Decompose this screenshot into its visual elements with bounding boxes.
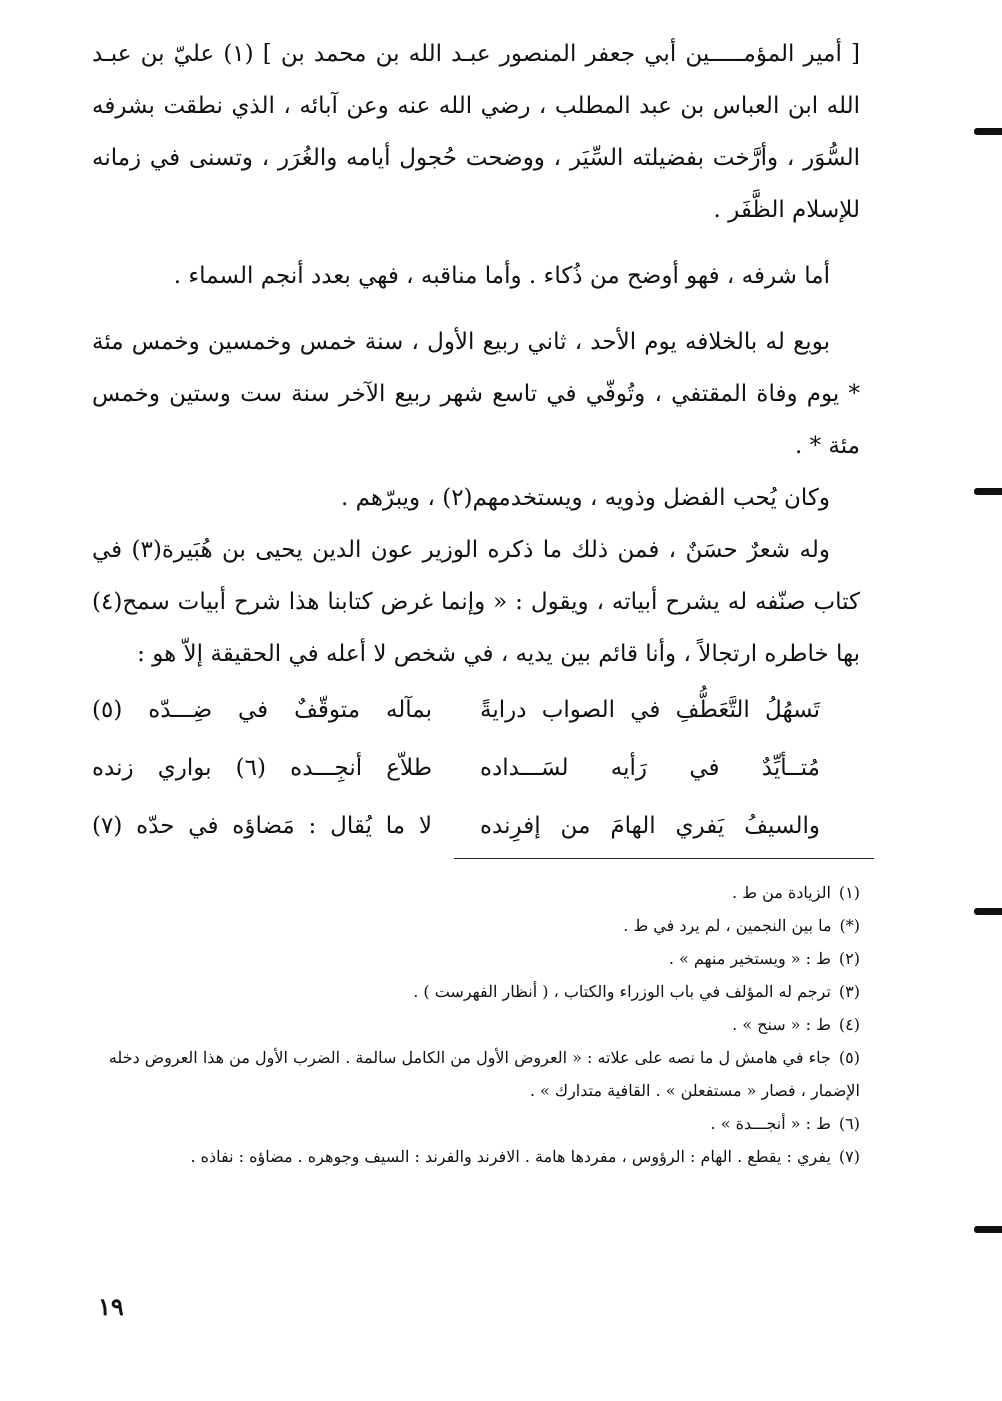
paragraph-praise: أما شرفه ، فهو أوضح من ذُكاء . وأما مناقبه ، فهي بعدد أنجم السماء . bbox=[173, 263, 830, 289]
footnote-number: (٦) bbox=[838, 1114, 860, 1133]
footnote-number: (٣) bbox=[838, 982, 860, 1001]
footnote-text: يفري : يقطع . الهام : الرؤوس ، مفردها هامة . الافرند والفرند : السيف وجوهره . مضاؤه : نفاذه . bbox=[190, 1147, 831, 1166]
footnote-number: (٧) bbox=[838, 1147, 860, 1166]
scan-edge-mark bbox=[974, 128, 1002, 135]
footnote bbox=[90, 1107, 860, 1140]
verse-second-hemistich: طلاّع أنجِـــده (٦) بواري زنده bbox=[92, 755, 433, 781]
footnote bbox=[90, 876, 860, 909]
paragraph-character: وكان يُحب الفضل وذويه ، ويستخدمهم(٢) ، ويبرّهم . bbox=[340, 485, 830, 511]
scan-edge-mark bbox=[974, 488, 1002, 495]
main-text bbox=[92, 28, 860, 858]
paragraph-caliphate: بويع له بالخلافه يوم الأحد ، ثاني ربيع الأول ، سنة خمس وخمسين وخمس مئة * يوم وفاة المقتفي ، وتُوفّي في تاسع شهر ربيع الآخر سنة ست وستين وخمس مئة * . bbox=[92, 329, 860, 459]
paragraph-opening: [ أمير المؤمـــــين أبي جعفر المنصور عبـد الله بن محمد بن ] (١) عليّ بن عبـد الله ابن العباس بن عبد المطلب ، رضي الله عنه وعن آبائه ، الذي نطقت بشرفه السُّوَر ، وأرَّخت بفضيلته السِّيَر ، ووضحت حُجول أيامه والغُرَر ، وتسنى في زمانه للإسلام الظَّفَر . bbox=[92, 41, 860, 223]
footnote-text: ط : « سنح » . bbox=[732, 1015, 831, 1034]
verse-first-hemistich: والسيفُ يَفري الهامَ من إفرِنده bbox=[480, 813, 820, 839]
poem-verse bbox=[92, 742, 860, 800]
page-number: ١٩ bbox=[98, 1292, 124, 1321]
footnote bbox=[90, 975, 860, 1008]
poem-verse bbox=[92, 800, 860, 858]
poem-verse bbox=[92, 684, 860, 742]
paragraph-poetry-intro: وله شعرٌ حسَنٌ ، فمن ذلك ما ذكره الوزير عون الدين يحيى بن هُبَيرة(٣) في كتاب صنّفه له يشرح أبياته ، ويقول : « وإنما غرض كتابنا هذا شرح أبيات سمح(٤) بها خاطره ارتجالاً ، وأنا قائم بين يديه ، في شخص لا أعله في الحقيقة إلاّ هو : bbox=[92, 537, 860, 667]
footnotes bbox=[90, 876, 860, 1173]
footnote-text: ط : « أنجـــدة » . bbox=[710, 1114, 831, 1133]
footnote-text: ترجم له المؤلف في باب الوزراء والكتاب ، ( أنظار الفهرست ) . bbox=[413, 982, 831, 1001]
footnote-number: (٢) bbox=[838, 949, 860, 968]
footnote bbox=[90, 942, 860, 975]
footnote-text: الزيادة من ط . bbox=[732, 883, 831, 902]
verse-second-hemistich: لا ما يُقال : مَضاؤه في حدّه (٧) bbox=[92, 813, 432, 839]
footnote-text: ما بين النجمين ، لم يرد في ط . bbox=[623, 916, 832, 935]
footnote-number: (*) bbox=[839, 916, 860, 935]
footnote bbox=[90, 909, 860, 942]
footnote-number: (١) bbox=[838, 883, 860, 902]
footnote-number: (٥) bbox=[838, 1048, 860, 1067]
footnote bbox=[90, 1008, 860, 1041]
footnote-text: ط : « ويستخير منهم » . bbox=[668, 949, 831, 968]
verse-first-hemistich: مُتــأيِّدٌ في رَأيه لسَـــداده bbox=[480, 755, 820, 781]
footnote bbox=[90, 1140, 860, 1173]
scan-edge-mark bbox=[974, 908, 1002, 915]
verse-first-hemistich: تَسهُلُ التَّعَطُّفِ في الصواب درايةً bbox=[480, 697, 820, 723]
footnote-text: جاء في هامش ل ما نصه على علاته : « العروض الأول من الكامل سالمة . الضرب الأول من هذا العروض دخله الإضمار ، فصار « مستفعلن » . القافية متدارك » . bbox=[108, 1048, 860, 1100]
footnote bbox=[90, 1041, 860, 1107]
verse-second-hemistich: بمآله متوقّفٌ في ضِـــدّه (٥) bbox=[92, 697, 432, 723]
footnote-number: (٤) bbox=[838, 1015, 860, 1034]
footnote-divider bbox=[454, 858, 874, 859]
scan-edge-mark bbox=[974, 1226, 1002, 1233]
poem bbox=[92, 684, 860, 858]
